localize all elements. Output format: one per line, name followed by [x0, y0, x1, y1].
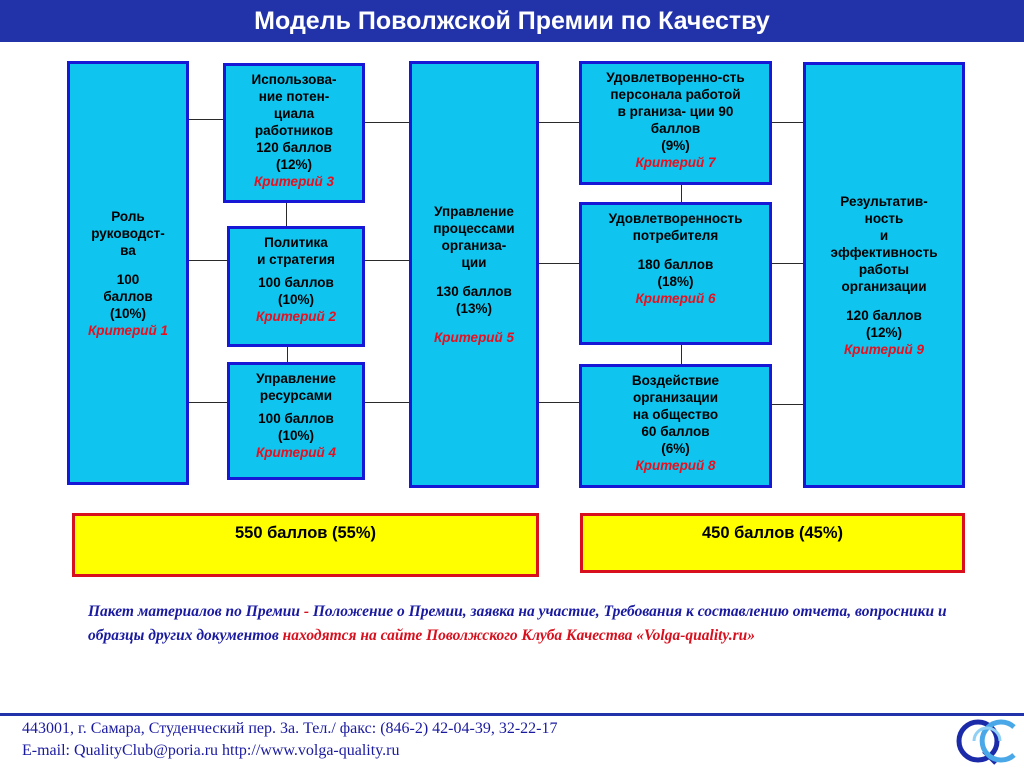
criterion-2-number: Критерий 2 [255, 309, 337, 324]
criterion-7-number: Критерий 7 [635, 155, 716, 170]
connector [365, 122, 409, 123]
connector [538, 263, 579, 264]
criterion-2-box [227, 226, 365, 347]
connector [365, 402, 409, 403]
criterion-3-number: Критерий 3 [253, 174, 335, 189]
connector [538, 122, 579, 123]
criterion-4-box [227, 362, 365, 480]
criterion-2-label: Политика и стратегия [257, 235, 335, 267]
connector [188, 402, 228, 403]
criterion-3-label: Использова- ние потен- циала работников 120 баллов (12%) [251, 72, 337, 172]
qc-logo-icon [954, 715, 1018, 767]
total-left: 550 баллов (55%) [72, 513, 539, 577]
footer-contacts: E-mail: QualityClub@poria.ru http://www.volga-quality.ru [22, 742, 400, 759]
criterion-6-box [579, 202, 772, 345]
criterion-6-label: Удовлетворенность потребителя [608, 211, 743, 243]
footer [22, 718, 557, 762]
criterion-1-number: Критерий 1 [87, 322, 169, 338]
connector [286, 203, 287, 227]
criterion-9-label: Результатив- ность и эффективность работы организации [830, 193, 938, 294]
criterion-2-points: 100 баллов (10%) [258, 275, 334, 307]
criterion-7-box [579, 61, 772, 185]
connector [188, 119, 225, 120]
connector [771, 122, 803, 123]
criterion-9-points: 120 баллов (12%) [846, 307, 922, 340]
connector [538, 402, 579, 403]
criterion-6-number: Критерий 6 [635, 291, 716, 306]
criterion-5-number: Критерий 5 [433, 330, 515, 345]
criterion-5-box [409, 61, 539, 488]
criterion-6-points: 180 баллов (18%) [637, 257, 714, 289]
criterion-8-box [579, 364, 772, 488]
total-right: 450 баллов (45%) [580, 513, 965, 573]
note-part-3: Положение о Премии, заявка на участие, Требования к составлению отчета, вопросники и образцы других документов [88, 603, 947, 644]
note-part-4: находятся на сайте Поволжского Клуба Качества «Volga-quality.ru» [278, 627, 756, 644]
footer-address: 443001, г. Самара, Студенческий пер. 3а. Тел./ факс: (846-2) 42-04-39, 32-22-17 [22, 720, 558, 737]
footer-divider [0, 713, 1024, 716]
connector [365, 260, 409, 261]
criterion-1-box [67, 61, 189, 485]
criterion-1-points: 100 баллов (10%) [103, 271, 153, 321]
criterion-8-label: Воздействие организации на общество 60 баллов (6%) [631, 373, 720, 456]
criterion-8-number: Критерий 8 [635, 458, 716, 473]
criterion-1-label: Роль руководст- ва [91, 208, 165, 258]
page-title: Модель Поволжской Премии по Качеству [0, 0, 1024, 42]
materials-note [88, 600, 988, 648]
connector [771, 263, 803, 264]
connector [287, 346, 288, 362]
criterion-4-points: 100 баллов (10%) [258, 411, 334, 443]
criterion-5-points: 130 баллов (13%) [436, 284, 512, 316]
connector [681, 184, 682, 202]
criterion-9-number: Критерий 9 [843, 341, 925, 357]
note-part-2: - [299, 603, 313, 620]
criterion-4-label: Управление ресурсами [256, 371, 336, 403]
connector [681, 344, 682, 364]
criterion-9-box [803, 62, 965, 488]
connector [188, 260, 228, 261]
criterion-3-box [223, 63, 365, 203]
criterion-4-number: Критерий 4 [255, 445, 337, 460]
connector [771, 404, 803, 405]
criterion-5-label: Управление процессами организа- ции [433, 204, 515, 270]
note-part-1: Пакет материалов по Премии [88, 603, 300, 620]
criterion-7-label: Удовлетворенно-сть персонала работой в рганиза- ции 90 баллов (9%) [606, 70, 745, 153]
